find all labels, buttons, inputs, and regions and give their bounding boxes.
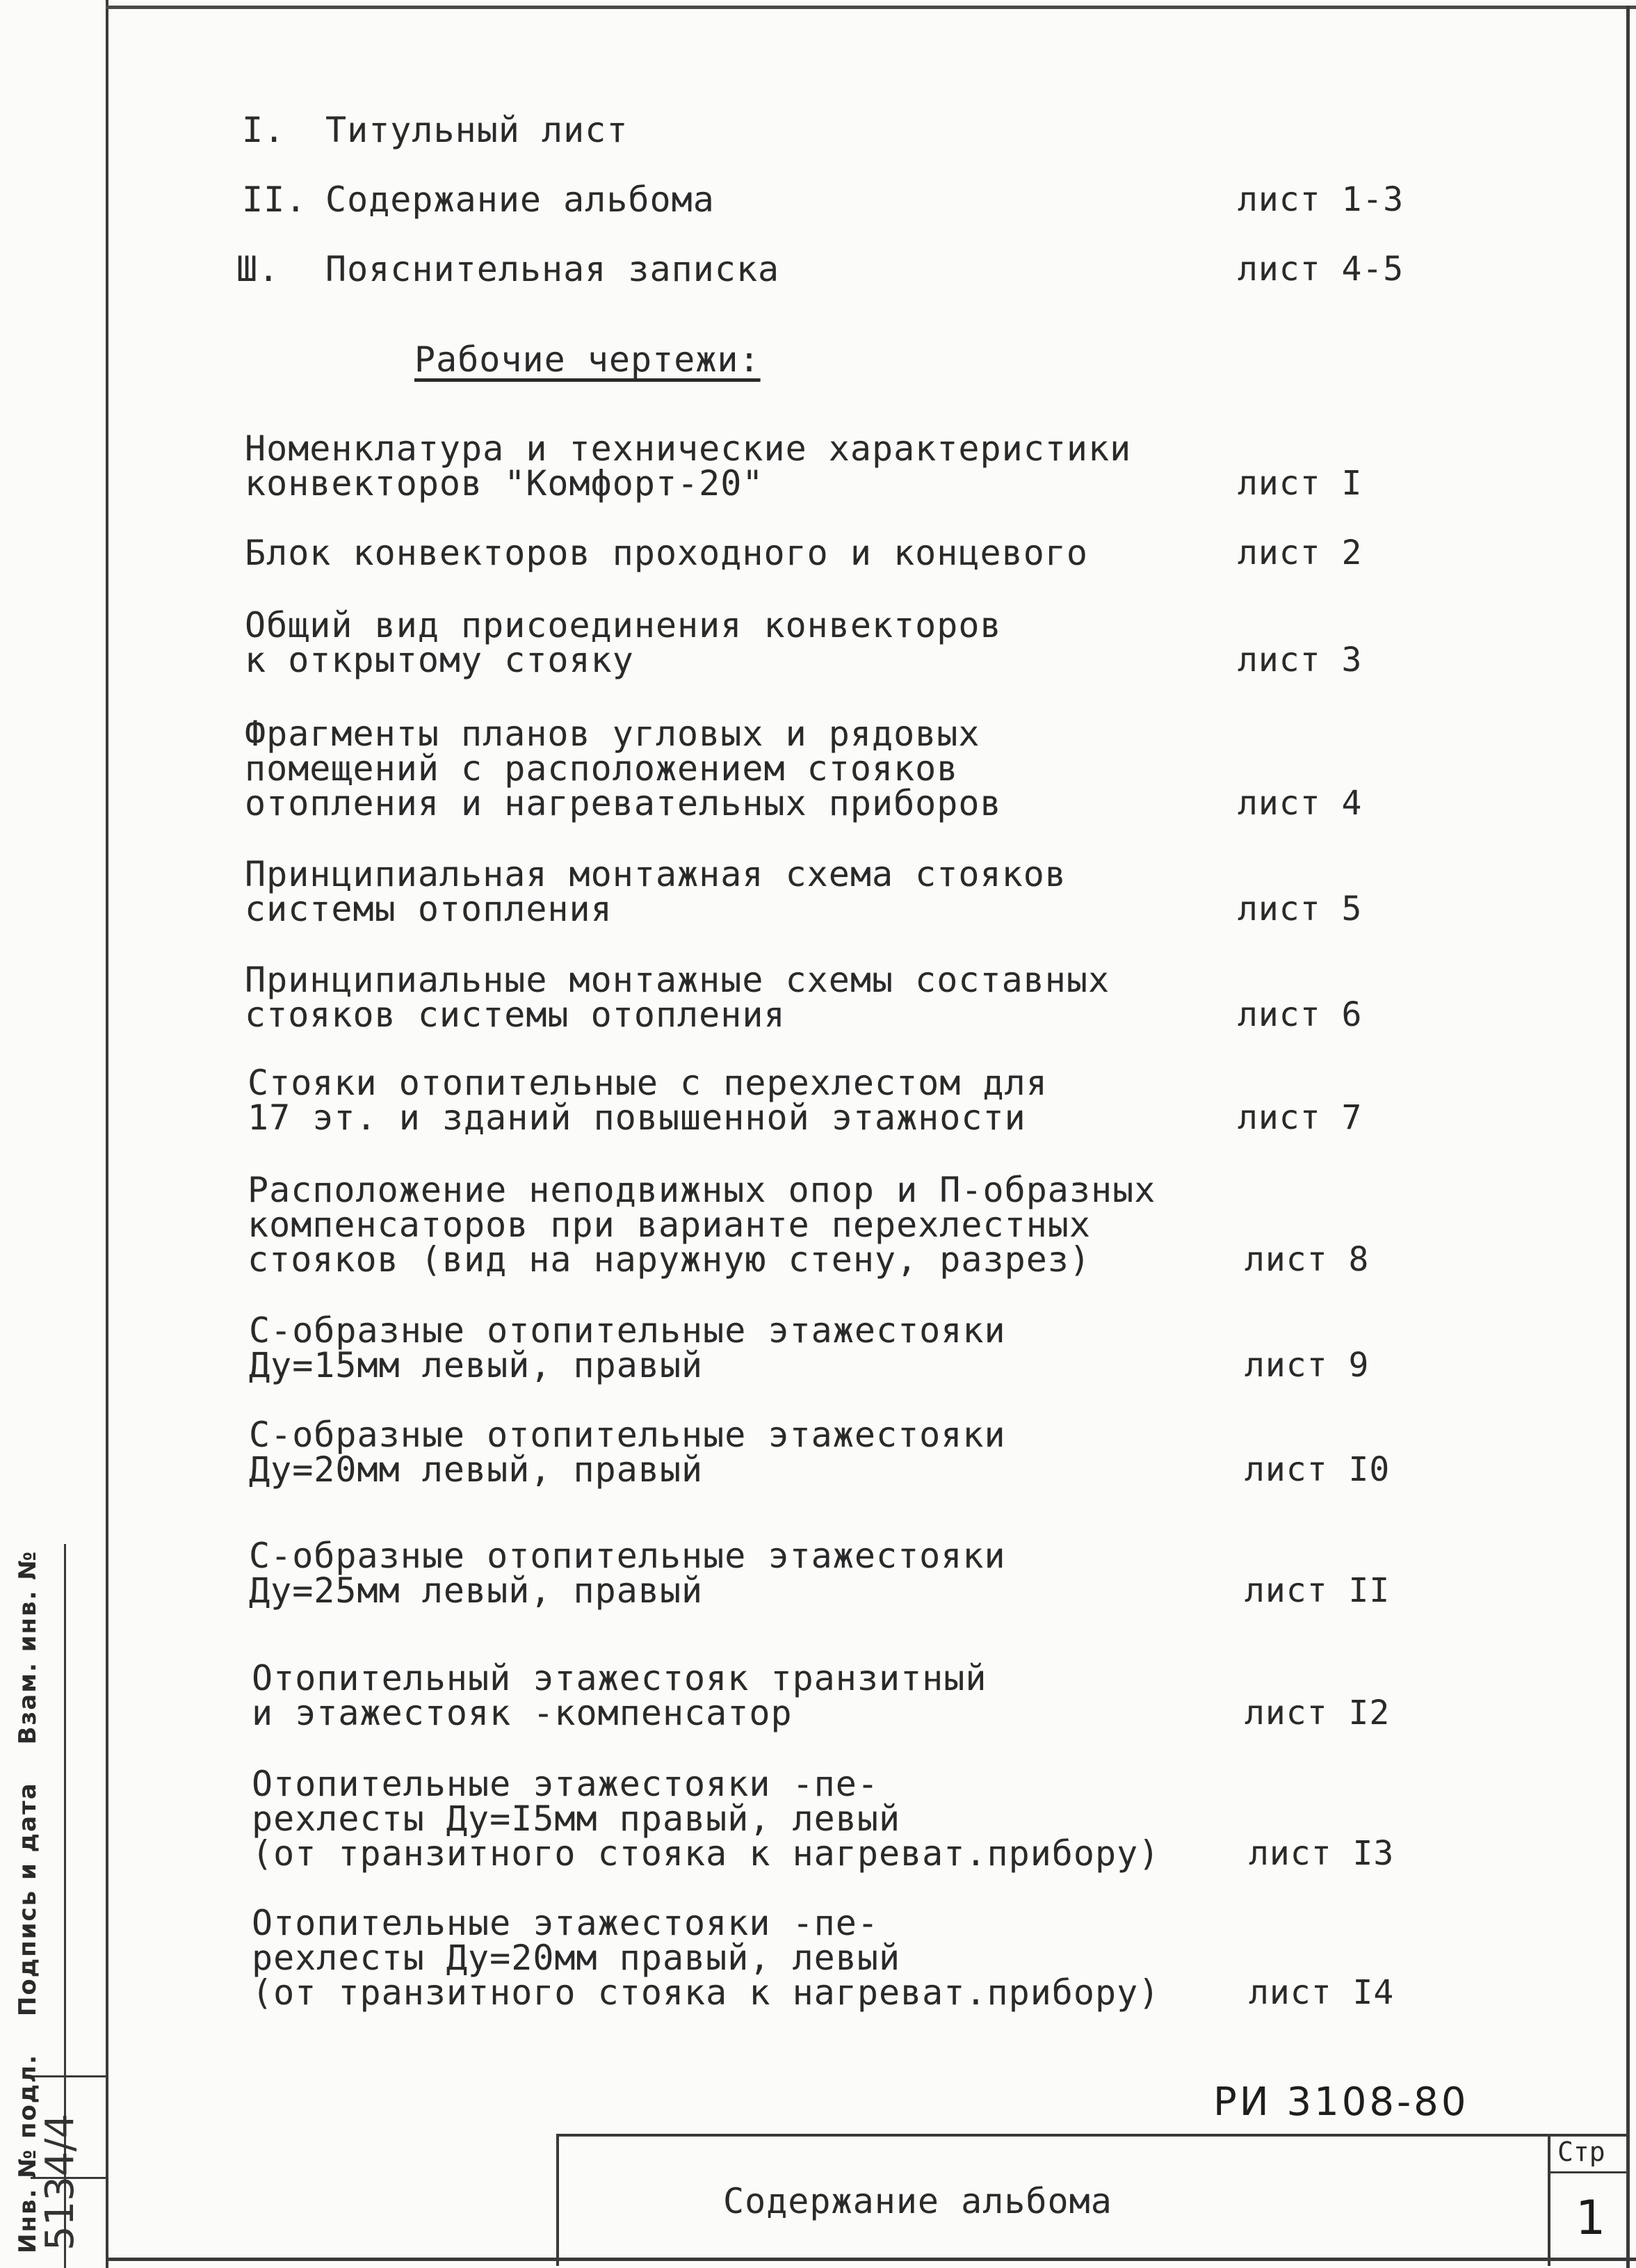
side-strip-rule <box>31 2075 107 2077</box>
side-label-replacement: Взам. инв. № <box>14 1550 42 1745</box>
toc-line: компенсаторов при варианте перехлестных <box>248 1205 1091 1245</box>
frame-top-border <box>106 6 1636 9</box>
toc-ref: лист 8 <box>1245 1240 1370 1279</box>
toc-ref: лист 9 <box>1245 1346 1370 1385</box>
toc-line: (от транзитного стояка к нагреват.прибору) <box>252 1833 1160 1874</box>
toc-line: отопления и нагревательных приборов <box>245 783 1002 823</box>
toc-line: С-образные отопительные этажестояки <box>249 1310 1006 1351</box>
front-item-num: II. <box>242 179 307 220</box>
toc-ref: лист 4 <box>1238 784 1363 823</box>
toc-line: Принципиальные монтажные схемы составных <box>245 960 1110 1000</box>
frame-left-border <box>106 0 108 2268</box>
toc-line: Ду=25мм левый, правый <box>249 1570 704 1611</box>
frame-right-border <box>1626 6 1630 2268</box>
toc-ref: лист 6 <box>1238 995 1363 1034</box>
front-item-num: I. <box>242 110 286 150</box>
toc-line: конвекторов "Комфорт-20" <box>245 463 764 504</box>
toc-ref: лист II <box>1245 1571 1391 1610</box>
side-label-signature: Подпись и дата <box>14 1782 42 2017</box>
toc-line: Расположение неподвижных опор и П-образных <box>248 1170 1156 1210</box>
toc-line: Ду=20мм левый, правый <box>249 1449 704 1490</box>
page-label: Стр <box>1557 2137 1605 2167</box>
side-label-inventory: Инв. № подл. <box>14 2053 42 2253</box>
toc-line: Номенклатура и технические характеристики <box>245 428 1132 469</box>
frame-bottom-border <box>106 2258 1636 2261</box>
toc-line: Принципиальная монтажная схема стояков <box>245 854 1067 894</box>
stamp-title: Содержание альбома <box>723 2181 1112 2221</box>
toc-ref: лист I0 <box>1245 1450 1391 1489</box>
front-item-ref: лист 4-5 <box>1238 250 1404 289</box>
front-item-title: Титульный лист <box>325 110 629 150</box>
stamp-border <box>556 2134 1627 2137</box>
toc-line: Ду=15мм левый, правый <box>249 1345 704 1385</box>
toc-ref: лист 7 <box>1238 1098 1363 1137</box>
toc-line: Фрагменты планов угловых и рядовых <box>245 714 980 754</box>
toc-ref: лист I4 <box>1249 1973 1395 2012</box>
inventory-number: 5134/4 <box>38 2113 83 2251</box>
front-item-title: Содержание альбома <box>325 179 715 220</box>
toc-line: Отопительный этажестояк транзитный <box>252 1658 987 1698</box>
document-code: РИ 3108-80 <box>1213 2080 1469 2125</box>
toc-line: 17 эт. и зданий повышенной этажности <box>248 1097 1026 1138</box>
toc-ref: лист 5 <box>1238 890 1363 928</box>
front-item-title: Пояснительная записка <box>325 249 780 289</box>
page-number: 1 <box>1576 2191 1606 2246</box>
toc-ref: лист I2 <box>1245 1694 1391 1732</box>
stamp-border <box>1548 2134 1550 2266</box>
toc-line: Общий вид присоединения конвекторов <box>245 605 1002 645</box>
toc-line: помещений с расположением стояков <box>245 748 959 789</box>
stamp-border <box>1548 2171 1627 2173</box>
front-item-ref: лист 1-3 <box>1238 180 1404 219</box>
toc-line: Блок конвекторов проходного и концевого <box>245 533 1088 573</box>
toc-line: рехлесты Ду=I5мм правый, левый <box>252 1799 901 1839</box>
toc-line: (от транзитного стояка к нагреват.прибору) <box>252 1972 1160 2013</box>
toc-line: Стояки отопительные с перехлестом для <box>248 1063 1048 1103</box>
toc-line: стояков (вид на наружную стену, разрез) <box>248 1239 1091 1280</box>
toc-line: С-образные отопительные этажестояки <box>249 1536 1006 1576</box>
toc-line: стояков системы отопления <box>245 995 786 1035</box>
front-item-num: Ш. <box>236 249 280 289</box>
toc-line: С-образные отопительные этажестояки <box>249 1415 1006 1455</box>
toc-ref: лист I3 <box>1249 1834 1395 1873</box>
toc-line: Отопительные этажестояки -пе- <box>252 1903 879 1943</box>
section-heading: Рабочие чертежи: <box>414 339 761 380</box>
toc-ref: лист I <box>1238 464 1363 503</box>
toc-line: к открытому стояку <box>245 640 634 680</box>
stamp-border <box>556 2134 559 2266</box>
toc-line: и этажестояк -компенсатор <box>252 1693 793 1733</box>
toc-line: рехлесты Ду=20мм правый, левый <box>252 1938 901 1978</box>
toc-ref: лист 3 <box>1238 641 1363 679</box>
toc-ref: лист 2 <box>1238 533 1363 572</box>
toc-line: Отопительные этажестояки -пе- <box>252 1764 879 1804</box>
toc-line: системы отопления <box>245 889 613 929</box>
